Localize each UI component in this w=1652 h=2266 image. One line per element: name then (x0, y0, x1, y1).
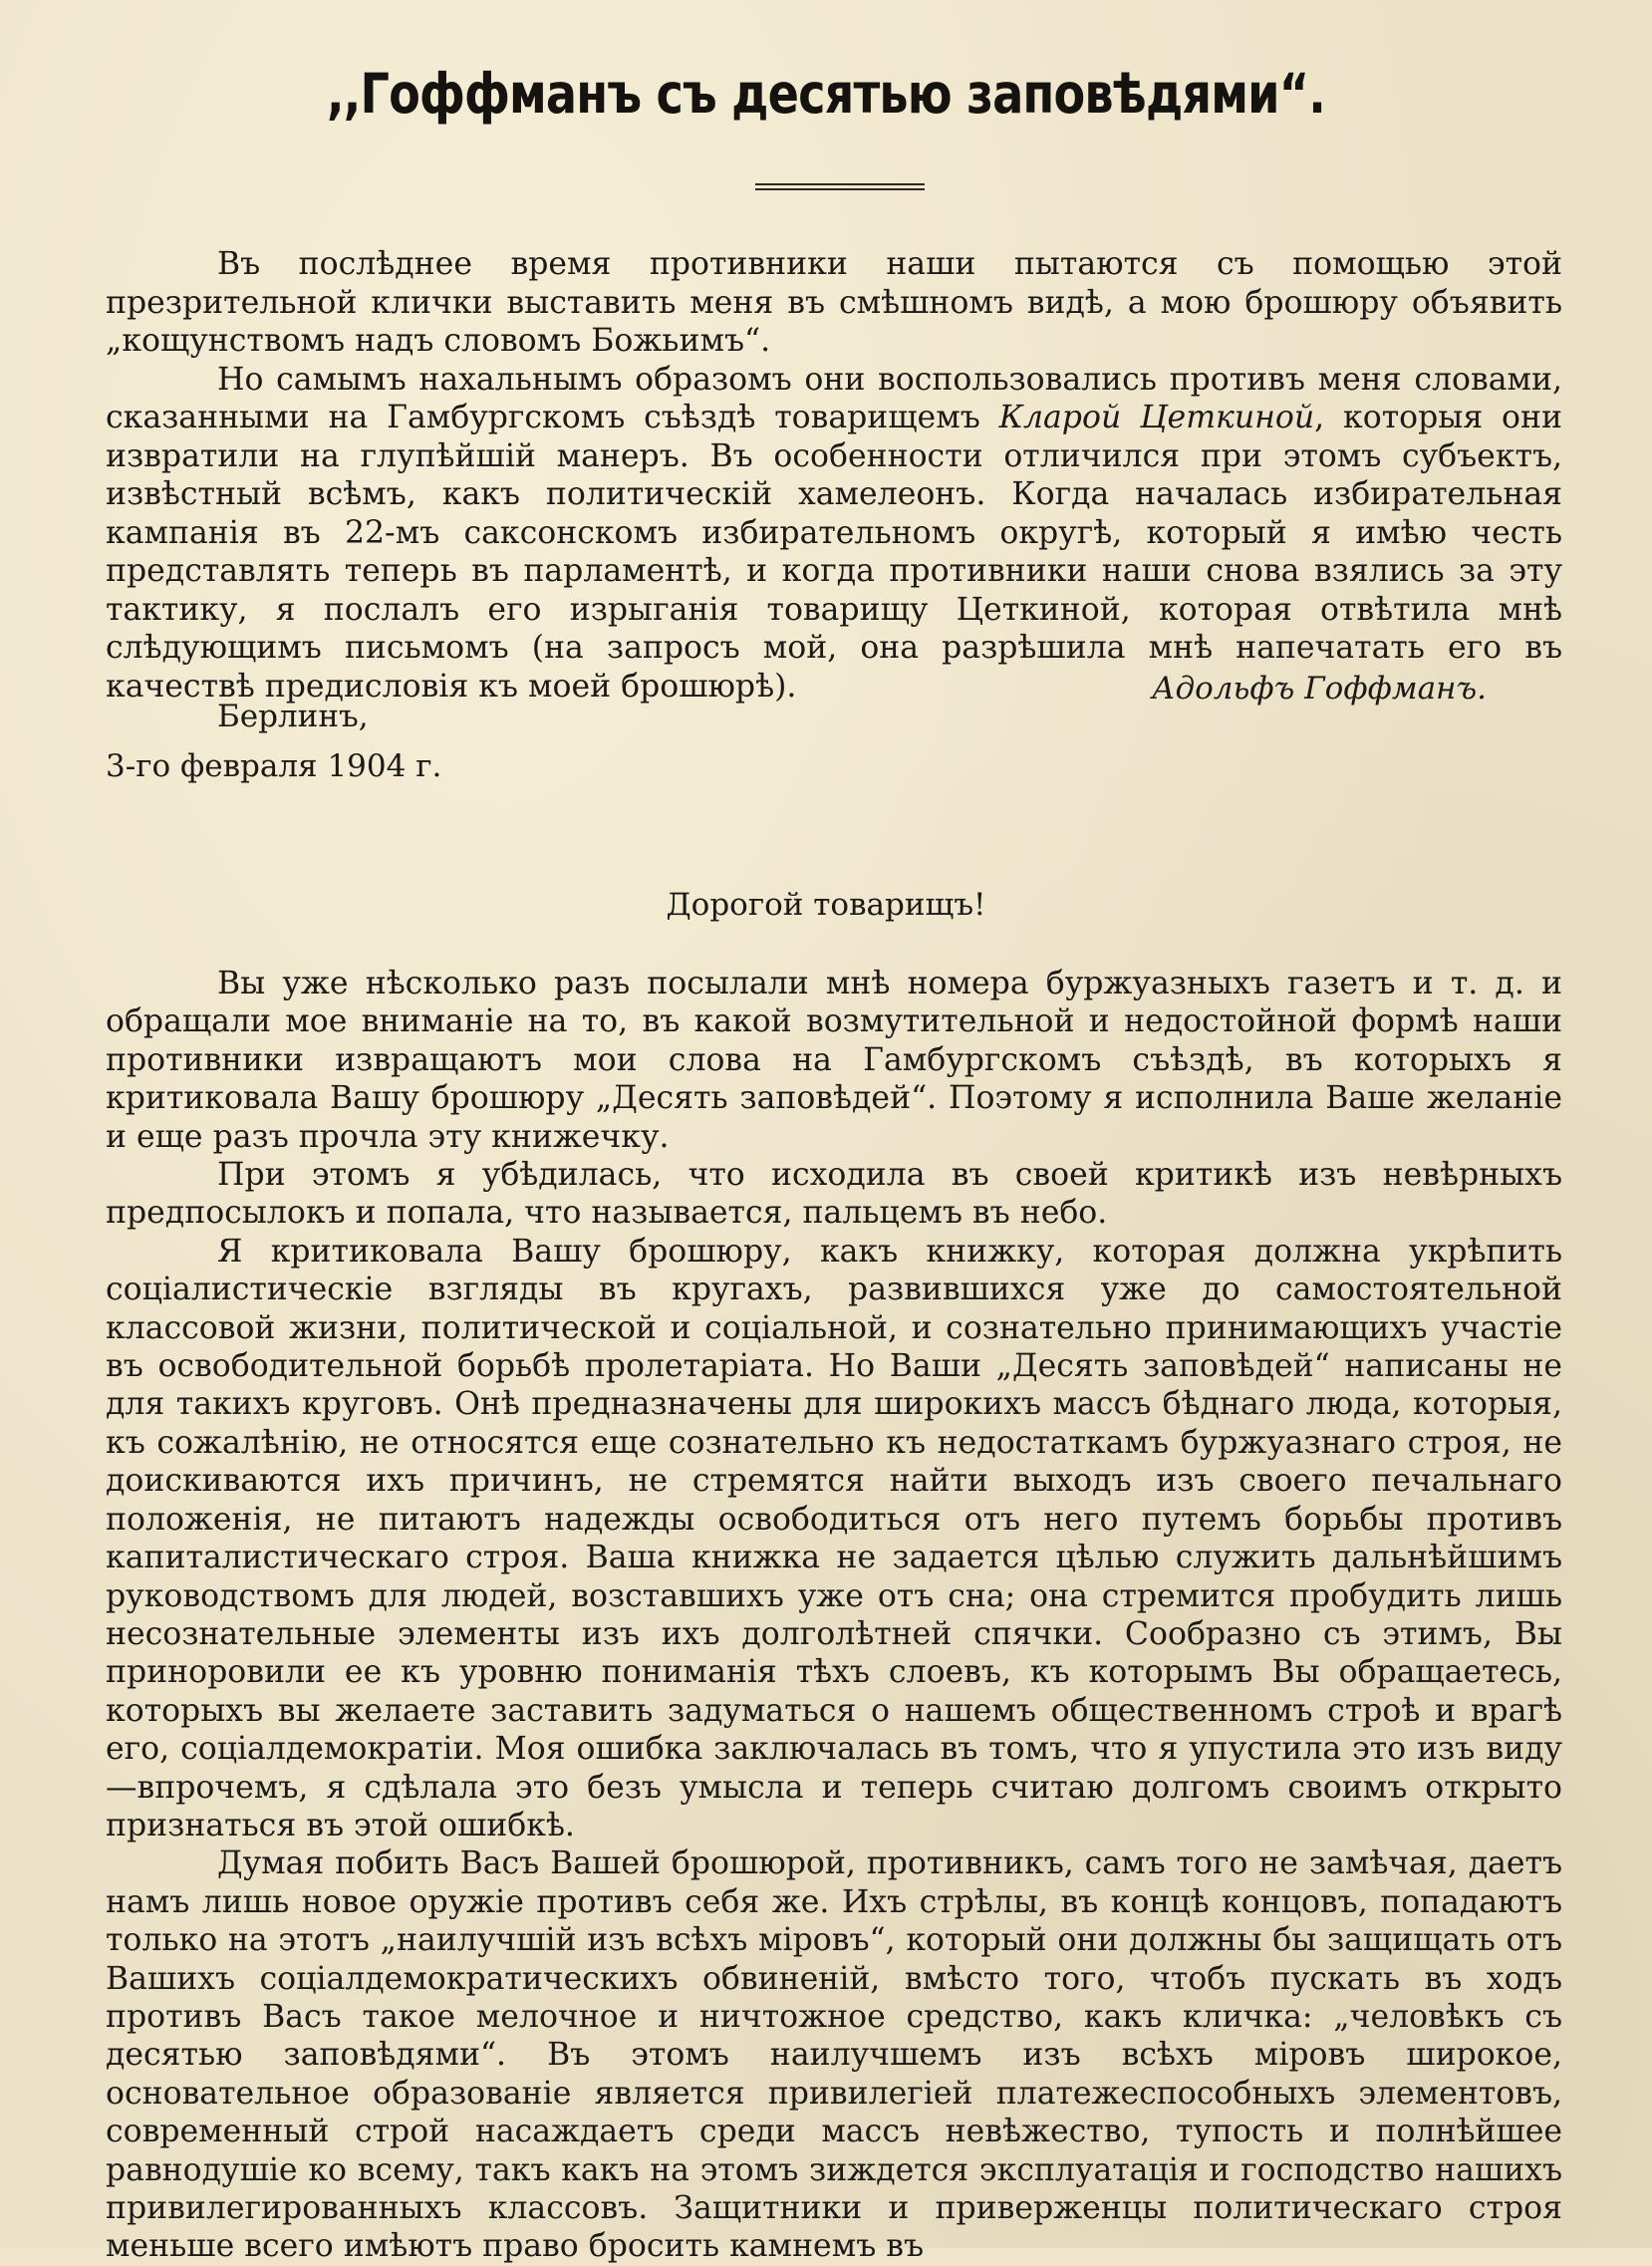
page-title: ,,Гоффманъ съ десятью заповѣдями“. (327, 62, 1325, 126)
author-signature: Адольфъ Гоффманъ. (1151, 671, 1487, 707)
letter-salutation: Дорогой товарищъ! (666, 887, 986, 923)
title-divider (755, 183, 925, 190)
letter-paragraph-3: Я критиковала Вашу брошюру, какъ книжку, которая должна укрѣпить соціалистическіе взгляды въ кругахъ, развившихся уже до самостоятельной классовой жизни, политической и соціальной, и сознательно принимающихъ участіе въ освободительной борьбѣ пролетаріата. Но Ваши „Десять заповѣдей“ написаны не для такихъ круговъ. Онѣ предназначены для широкихъ массъ бѣднаго люда, которыя, къ сожалѣнію, не относятся еще сознательно къ недостаткамъ буржуазнаго строя, не доискиваются ихъ причинъ, не стремятся найти выходъ изъ своего печальнаго положенія, не питаютъ надежды освободиться отъ него путемъ борьбы противъ капиталистическаго строя. Ваша книжка не задается цѣлью служить дальнѣйшимъ руководствомъ для людей, возставшихъ уже отъ сна; она стремится пробудить лишь несознательные элементы изъ ихъ долголѣтней спячки. Сообразно съ этимъ, Вы приноровили ее къ уровню пониманія тѣхъ слоевъ, къ которымъ Вы обращаетесь, которыхъ вы желаете заставить задуматься о нашемъ общественномъ строѣ и врагѣ его, соціалдемократіи. Моя ошибка заключалась въ томъ, что я упустила это изъ виду—впрочемъ, я сдѣлала это безъ умысла и теперь считаю долгомъ своимъ открыто признаться въ этой ошибкѣ. (106, 1233, 1562, 1843)
intro-paragraph-1: Въ послѣднее время противники наши пытаются съ помощью этой презрительной клички выставить меня въ смѣшномъ видѣ, а мою брошюру объявить „кощунствомъ надъ словомъ Божьимъ“. (106, 246, 1562, 359)
intro-paragraph-2-start: Но самымъ нахальнымъ образомъ они воспользовались противъ меня словами, сказанными на Гамбургскомъ съѣздѣ товарищемъ (106, 361, 1562, 435)
intro-paragraph-2 (106, 361, 1562, 707)
dateline-city: Берлинъ, (217, 699, 369, 734)
dateline (106, 692, 441, 791)
letter-paragraph-2: При этомъ я убѣдилась, что исходила въ своей критикѣ изъ невѣрныхъ предпосылокъ и попала, что называется, пальцемъ въ небо. (106, 1157, 1562, 1232)
intro-section (106, 245, 1562, 706)
zetkin-name: Кларой Цеткиной (998, 400, 1315, 435)
dateline-date: 3-го февраля 1904 г. (106, 748, 442, 784)
letter-body (106, 965, 1562, 2266)
intro-paragraph-2-end: , которыя они извратили на глупѣйшій манеръ. Въ особенности отличился при этомъ субъектъ, извѣстный всѣмъ, какъ политическій хамелеонъ. Когда началась избирательная кампанія въ 22-мъ саксонскомъ избирательномъ округѣ, который я имѣю честь представлять теперь въ парламентѣ, и когда противники наши снова взялись за эту тактику, я послалъ его изрыганія товарищу Цеткиной, которая отвѣтила мнѣ слѣдующимъ письмомъ (на запросъ мой, она разрѣшила мнѣ напечатать его въ качествѣ предисловія къ моей брошюрѣ). (106, 400, 1562, 705)
letter-paragraph-1: Вы уже нѣсколько разъ посылали мнѣ номера буржуазныхъ газетъ и т. д. и обращали мое вниманіе на то, въ какой возмутительной и недостойной формѣ наши противники извращаютъ мои слова на Гамбургскомъ съѣздѣ, въ которыхъ я критиковала Вашу брошюру „Десять заповѣдей“. Поэтому я исполнила Ваше желаніе и еще разъ прочла эту книжечку. (106, 966, 1562, 1155)
letter-paragraph-4: Думая побить Васъ Вашей брошюрой, противникъ, самъ того не замѣчая, даетъ намъ лишь новое оружіе противъ себя же. Ихъ стрѣлы, въ концѣ концовъ, попадаютъ только на этотъ „наилучшій изъ всѣхъ міровъ“, который они должны бы защищать отъ Вашихъ соціалдемократическихъ обвиненій, вмѣсто того, чтобъ пускать въ ходъ противъ Васъ такое мелочное и ничтожное средство, какъ кличка: „человѣкъ съ десятью заповѣдями“. Въ этомъ наилучшемъ изъ всѣхъ міровъ широкое, основательное образованіе является привилегіей платежеспособныхъ элементовъ, современный строй насаждаетъ среди массъ невѣжество, тупость и полнѣйшее равнодушіе ко всему, такъ какъ на этомъ зиждется эксплуатація и господство нашихъ привилегированныхъ классовъ. Защитники и приверженцы политическаго строя меньше всего имѣютъ право бросить камнемъ въ (106, 1845, 1562, 2265)
